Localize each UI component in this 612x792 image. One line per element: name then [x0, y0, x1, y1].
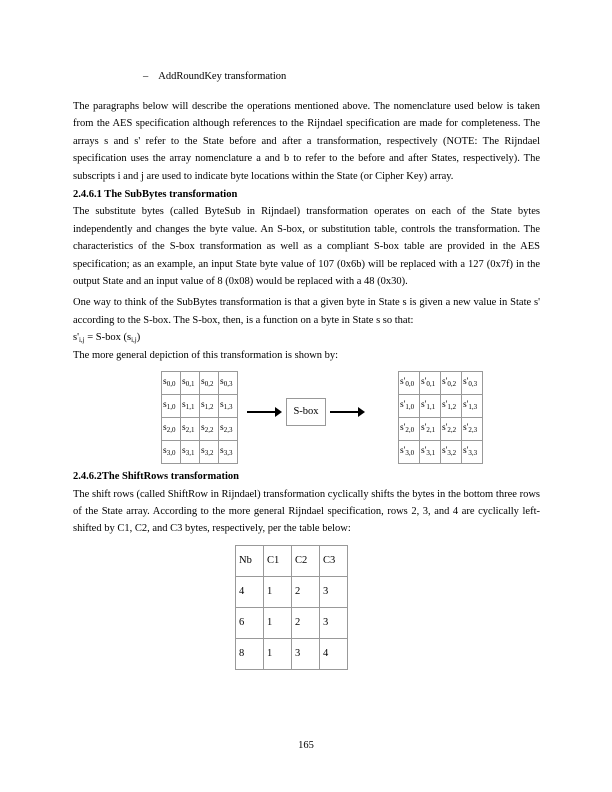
- matrix-cell: [420, 372, 441, 395]
- table-cell: 4: [236, 576, 264, 607]
- matrix-cell: [200, 418, 219, 441]
- cell-index: 3,1: [426, 449, 436, 458]
- matrix-cell: [462, 372, 483, 395]
- cell-symbol: s': [400, 446, 406, 457]
- table-cell: 1: [264, 638, 292, 669]
- bullet-item: [143, 68, 540, 85]
- table-row: [236, 607, 348, 638]
- cell-index: 1,2: [447, 403, 457, 412]
- table-cell: C2: [292, 545, 320, 576]
- table-row: [236, 638, 348, 669]
- cell-index: 3,2: [447, 449, 457, 458]
- cell-symbol: s': [421, 446, 427, 457]
- cell-symbol: s': [400, 377, 406, 388]
- cell-symbol: s: [201, 446, 205, 457]
- paragraph-subbytes: The substitute bytes (called ByteSub in Rijndael) transformation operates on each of the State bytes independently and changes the byte value. An S-box, or substitution table, controls the transformation. The characteristics of the S-box transformation as well as a compliant S-box table are provided in the AES specification; as an example, an input State byte value of 107 (0x6b) will be replaced with a 127 (0x7f) in the output State and an input value of 8 (0x08) would be replaced with a 48 (0x30).: [73, 206, 540, 288]
- cell-index: 1,3: [223, 403, 233, 412]
- matrix-row: [399, 395, 483, 418]
- cell-index: 2,3: [223, 426, 233, 435]
- cell-index: 1,0: [405, 403, 415, 412]
- cell-index: 0,0: [166, 380, 176, 389]
- cell-index: 0,3: [468, 380, 478, 389]
- cell-index: 2,0: [405, 426, 415, 435]
- table-header-row: [236, 545, 348, 576]
- table-cell: 3: [320, 576, 348, 607]
- cell-symbol: s: [182, 400, 186, 411]
- cell-symbol: s': [463, 423, 469, 434]
- matrix-cell: [200, 395, 219, 418]
- table-row: [236, 576, 348, 607]
- cell-index: 3,1: [185, 449, 195, 458]
- cell-symbol: s: [220, 377, 224, 388]
- table-cell: 1: [264, 607, 292, 638]
- cell-index: 2,0: [166, 426, 176, 435]
- matrix-cell: [420, 395, 441, 418]
- cell-index: 1,0: [166, 403, 176, 412]
- cell-index: 3,3: [468, 449, 478, 458]
- cell-symbol: s: [220, 400, 224, 411]
- table-cell: 2: [292, 607, 320, 638]
- cell-index: 0,2: [204, 380, 214, 389]
- arrow-right-icon: [247, 411, 277, 413]
- cell-index: 0,0: [405, 380, 415, 389]
- matrix-row: [399, 441, 483, 464]
- cell-symbol: s: [220, 423, 224, 434]
- matrix-cell: [219, 418, 238, 441]
- cell-index: 2,1: [185, 426, 195, 435]
- matrix-cell: [441, 418, 462, 441]
- cell-symbol: s: [201, 423, 205, 434]
- cell-symbol: s: [163, 400, 167, 411]
- matrix-row: [399, 418, 483, 441]
- arrow-right-icon: [330, 411, 360, 413]
- matrix-cell: [219, 441, 238, 464]
- cell-symbol: s: [201, 400, 205, 411]
- cell-index: 1,1: [426, 403, 436, 412]
- matrix-cell: [181, 441, 200, 464]
- matrix-cell: [181, 395, 200, 418]
- cell-symbol: s: [182, 446, 186, 457]
- cell-index: 2,2: [447, 426, 457, 435]
- matrix-cell: [441, 395, 462, 418]
- cell-symbol: s': [442, 400, 448, 411]
- matrix-cell: [162, 418, 181, 441]
- matrix-cell: [219, 372, 238, 395]
- table-cell: C1: [264, 545, 292, 576]
- matrix-cell: [181, 372, 200, 395]
- sbox-box: S-box: [286, 398, 326, 426]
- table-cell: 2: [292, 576, 320, 607]
- matrix-cell: [200, 372, 219, 395]
- cell-index: 3,2: [204, 449, 214, 458]
- eq-rhs-sub: i,j: [131, 336, 137, 345]
- cell-symbol: s': [463, 400, 469, 411]
- matrix-cell: [162, 372, 181, 395]
- page-number: 165: [298, 740, 314, 751]
- cell-index: 2,3: [468, 426, 478, 435]
- bullet-text: AddRoundKey transformation: [158, 71, 287, 82]
- matrix-row: [162, 395, 238, 418]
- cell-symbol: s: [163, 446, 167, 457]
- eq-lhs: s': [73, 332, 79, 344]
- cell-symbol: s': [421, 400, 427, 411]
- matrix-cell: [420, 418, 441, 441]
- cell-index: 0,3: [223, 380, 233, 389]
- matrix-cell: [462, 395, 483, 418]
- paragraph-intro: The paragraphs below will describe the operations mentioned above. The nomenclature used below is taken from the AES specification although references to the Rijndael specification are made for completeness. The arrays s and s' refer to the State before and after a transformation, respectively (NOTE: The Rijndael specification uses the array nomenclature a and b to refer to the before and after States, respectively). The subscripts i and j are used to indicate byte locations within the State (or Cipher Key) array.: [73, 101, 540, 182]
- matrix-cell: [462, 441, 483, 464]
- cell-symbol: s: [220, 446, 224, 457]
- matrix-cell: [181, 418, 200, 441]
- eq-lhs-sub: i,j: [78, 336, 85, 345]
- matrix-cell: [462, 418, 483, 441]
- heading-shiftrows: 2.4.6.2The ShiftRows transformation: [73, 471, 239, 483]
- cell-symbol: s: [182, 423, 186, 434]
- cell-symbol: s': [442, 377, 448, 388]
- cell-symbol: s': [400, 400, 406, 411]
- cell-symbol: s: [163, 423, 167, 434]
- table-cell: 4: [320, 638, 348, 669]
- paragraph-oneway: One way to think of the SubBytes transformation is that a given byte in State s is given a new value in State s' according to the S-box. The S-box, then, is a function on a byte in State s so that:: [73, 297, 540, 326]
- table-cell: 3: [320, 607, 348, 638]
- cell-index: 1,1: [185, 403, 195, 412]
- cell-symbol: s': [421, 377, 427, 388]
- cell-index: 0,1: [426, 380, 436, 389]
- heading-subbytes: 2.4.6.1 The SubBytes transformation: [73, 189, 238, 201]
- matrix-row: [162, 372, 238, 395]
- matrix-cell: [162, 395, 181, 418]
- equation: [73, 329, 540, 346]
- matrix-row: [399, 372, 483, 395]
- paragraph-shiftrows: The shift rows (called ShiftRow in Rijndael) transformation cyclically shifts the bytes in the bottom three rows of the State array. According to the more general Rijndael specification, rows 2, 3, and 4 are cyclically left-shifted by C1, C2, and C3 bytes, respectively, per the table below:: [73, 488, 540, 535]
- matrix-row: [162, 418, 238, 441]
- cell-symbol: s': [442, 423, 448, 434]
- state-input-matrix: [161, 371, 238, 464]
- matrix-cell: [162, 441, 181, 464]
- matrix-cell: [399, 441, 420, 464]
- cell-symbol: s: [163, 377, 167, 388]
- cell-index: 0,2: [447, 380, 457, 389]
- matrix-row: [162, 441, 238, 464]
- cell-symbol: s: [201, 377, 205, 388]
- cell-symbol: s: [182, 377, 186, 388]
- table-cell: Nb: [236, 545, 264, 576]
- bullet-dash: –: [143, 71, 149, 82]
- matrix-cell: [441, 441, 462, 464]
- cell-symbol: s': [421, 423, 427, 434]
- matrix-cell: [200, 441, 219, 464]
- cell-index: 1,3: [468, 403, 478, 412]
- eq-end: ): [136, 332, 141, 344]
- cell-symbol: s': [400, 423, 406, 434]
- cell-index: 0,1: [185, 380, 195, 389]
- cell-index: 2,2: [204, 426, 214, 435]
- cell-index: 1,2: [204, 403, 214, 412]
- subbytes-diagram: [73, 367, 540, 467]
- table-cell: 3: [292, 638, 320, 669]
- cell-symbol: s': [442, 446, 448, 457]
- table-cell: 6: [236, 607, 264, 638]
- cell-symbol: s': [463, 446, 469, 457]
- cell-index: 3,0: [166, 449, 176, 458]
- cell-index: 3,3: [223, 449, 233, 458]
- matrix-cell: [441, 372, 462, 395]
- shift-offsets-table: [235, 545, 348, 670]
- table-cell: C3: [320, 545, 348, 576]
- paragraph-general: The more general depiction of this transformation is shown by:: [73, 349, 339, 361]
- matrix-cell: [420, 441, 441, 464]
- matrix-cell: [399, 372, 420, 395]
- cell-index: 3,0: [405, 449, 415, 458]
- cell-symbol: s': [463, 377, 469, 388]
- eq-mid: = S-box (s: [84, 332, 132, 344]
- table-cell: 1: [264, 576, 292, 607]
- cell-index: 2,1: [426, 426, 436, 435]
- matrix-cell: [399, 418, 420, 441]
- page-body: [73, 68, 540, 670]
- matrix-cell: [219, 395, 238, 418]
- matrix-cell: [399, 395, 420, 418]
- table-cell: 8: [236, 638, 264, 669]
- state-output-matrix: [398, 371, 483, 464]
